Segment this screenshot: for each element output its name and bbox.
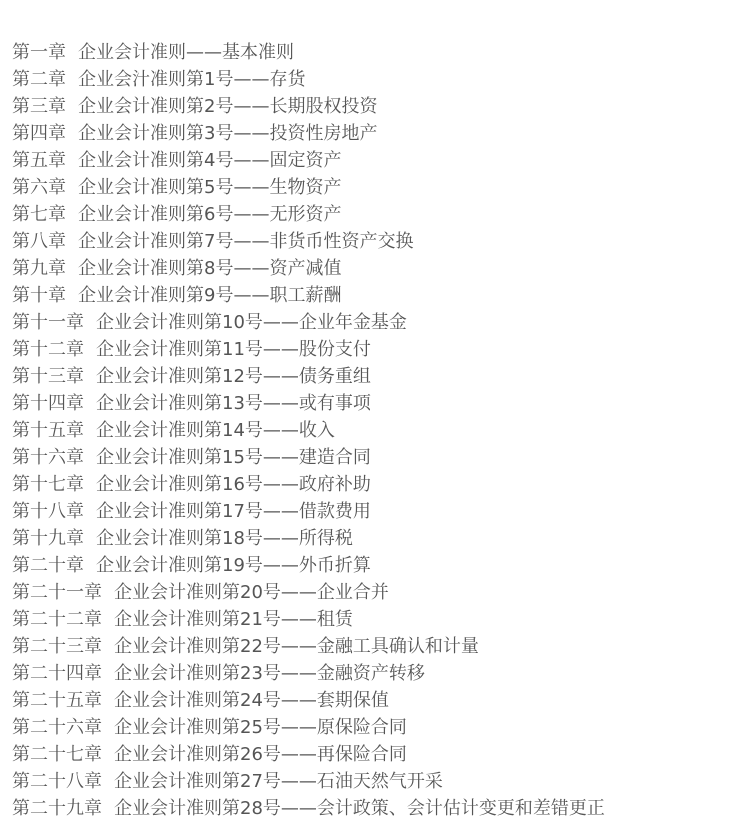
chapter-number: 第二十章 [12, 555, 84, 576]
chapter-number: 第七章 [12, 204, 66, 225]
chapter-number: 第四章 [12, 123, 66, 144]
chapter-item [12, 525, 605, 552]
chapter-title: 企业会计准则第14号——收入 [96, 420, 335, 441]
chapter-number: 第十三章 [12, 366, 84, 387]
chapter-title: 企业会计准则第25号——原保险合同 [114, 717, 407, 738]
chapter-item [12, 417, 605, 444]
chapter-item [12, 471, 605, 498]
chapter-title: 企业会计准则第3号——投资性房地产 [78, 123, 378, 144]
chapter-title: 企业会计准则第28号——会计政策、会计估计变更和差错更正 [114, 798, 605, 819]
chapter-title: 企业会计准则第11号——股份支付 [96, 339, 371, 360]
chapter-number: 第二十四章 [12, 663, 102, 684]
chapter-title: 企业会计准则第7号——非货币性资产交换 [78, 231, 414, 252]
chapter-item [12, 201, 605, 228]
chapter-item [12, 795, 605, 822]
chapter-item [12, 336, 605, 363]
chapter-item [12, 282, 605, 309]
chapter-number: 第五章 [12, 150, 66, 171]
chapter-item [12, 255, 605, 282]
chapter-number: 第八章 [12, 231, 66, 252]
chapter-item [12, 39, 605, 66]
chapter-number: 第十七章 [12, 474, 84, 495]
chapter-number: 第九章 [12, 258, 66, 279]
chapter-item [12, 633, 605, 660]
chapter-title: 企业会计准则第27号——石油天然气开采 [114, 771, 443, 792]
chapter-title: 企业会计准则第8号——资产减值 [78, 258, 342, 279]
chapter-item [12, 741, 605, 768]
chapter-item [12, 714, 605, 741]
chapter-item [12, 93, 605, 120]
chapter-title: 企业会计准则——基本准则 [78, 42, 294, 63]
chapter-number: 第二十五章 [12, 690, 102, 711]
chapter-title: 企业会计准则第22号——金融工具确认和计量 [114, 636, 479, 657]
chapter-item [12, 363, 605, 390]
chapter-title: 企业会计准则第15号——建造合同 [96, 447, 371, 468]
chapter-item [12, 66, 605, 93]
chapter-title: 企业会计准则第10号——企业年金基金 [96, 312, 407, 333]
chapter-number: 第十九章 [12, 528, 84, 549]
chapter-list [12, 39, 605, 822]
chapter-number: 第二章 [12, 69, 66, 90]
chapter-number: 第十八章 [12, 501, 84, 522]
chapter-item [12, 768, 605, 795]
chapter-title: 企业会计准则第9号——职工薪酬 [78, 285, 342, 306]
chapter-number: 第三章 [12, 96, 66, 117]
chapter-title: 企业会计准则第18号——所得税 [96, 528, 353, 549]
chapter-number: 第十一章 [12, 312, 84, 333]
chapter-item [12, 120, 605, 147]
chapter-number: 第十二章 [12, 339, 84, 360]
chapter-number: 第六章 [12, 177, 66, 198]
chapter-title: 企业会计准则第2号——长期股权投资 [78, 96, 378, 117]
chapter-item [12, 174, 605, 201]
chapter-item [12, 309, 605, 336]
chapter-title: 企业会计准则第23号——金融资产转移 [114, 663, 425, 684]
chapter-number: 第二十六章 [12, 717, 102, 738]
chapter-title: 企业会计准则第6号——无形资产 [78, 204, 342, 225]
chapter-number: 第十章 [12, 285, 66, 306]
chapter-title: 企业会计准则第16号——政府补助 [96, 474, 371, 495]
chapter-number: 第二十二章 [12, 609, 102, 630]
chapter-number: 第十五章 [12, 420, 84, 441]
chapter-number: 第二十七章 [12, 744, 102, 765]
chapter-item [12, 552, 605, 579]
chapter-item [12, 228, 605, 255]
chapter-title: 企业会计准则第4号——固定资产 [78, 150, 342, 171]
chapter-title: 企业会计准则第12号——债务重组 [96, 366, 371, 387]
chapter-title: 企业会计准则第17号——借款费用 [96, 501, 371, 522]
chapter-number: 第十四章 [12, 393, 84, 414]
chapter-item [12, 390, 605, 417]
chapter-item [12, 579, 605, 606]
chapter-item [12, 147, 605, 174]
chapter-number: 第二十九章 [12, 798, 102, 819]
chapter-title: 企业会计准则第24号——套期保值 [114, 690, 389, 711]
chapter-item [12, 660, 605, 687]
chapter-title: 企业会计准则第5号——生物资产 [78, 177, 342, 198]
chapter-title: 企业会计准则第26号——再保险合同 [114, 744, 407, 765]
chapter-title: 企业会计准则第13号——或有事项 [96, 393, 371, 414]
chapter-item [12, 498, 605, 525]
chapter-item [12, 444, 605, 471]
chapter-title: 企业会计准则第20号——企业合并 [114, 582, 389, 603]
chapter-item [12, 606, 605, 633]
chapter-number: 第二十八章 [12, 771, 102, 792]
chapter-number: 第十六章 [12, 447, 84, 468]
chapter-number: 第一章 [12, 42, 66, 63]
chapter-number: 第二十一章 [12, 582, 102, 603]
chapter-title: 企业会计准则第21号——租赁 [114, 609, 353, 630]
chapter-number: 第二十三章 [12, 636, 102, 657]
chapter-title: 企业会计准则第19号——外币折算 [96, 555, 371, 576]
chapter-item [12, 687, 605, 714]
chapter-title: 企业会汁准则第1号——存货 [78, 69, 306, 90]
